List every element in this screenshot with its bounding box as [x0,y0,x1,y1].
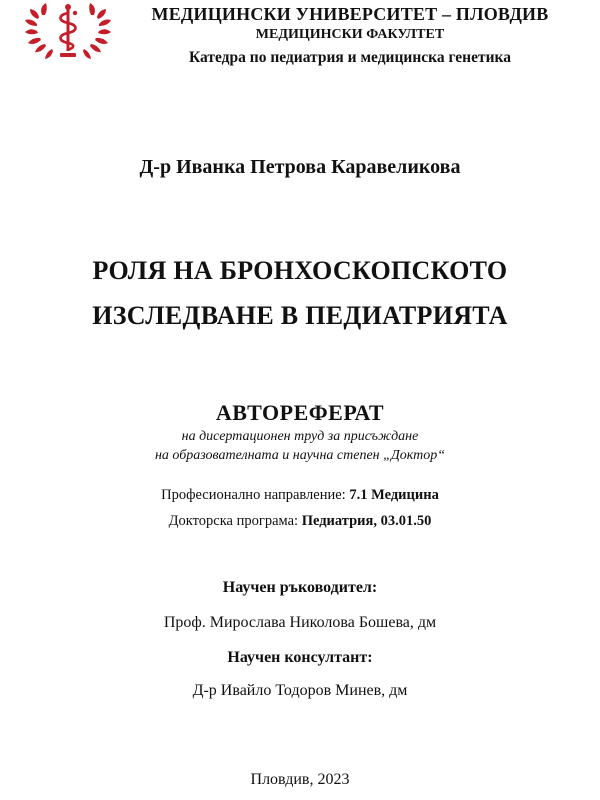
professional-direction [0,488,600,503]
consultant-label: Научен консултант: [227,649,373,666]
thesis-title-line-1: РОЛЯ НА БРОНХОСКОПСКОТО [92,256,508,285]
document-subtitle-line-1: на дисертационен труд за присъждане [181,429,419,444]
professional-direction-label: Професионално направление: [161,487,350,503]
supervisor-name: Проф. Мирослава Николова Бошева, дм [163,614,437,631]
professional-direction-value: 7.1 Медицина [349,487,439,503]
document-subtitle-line-2: на образователната и научна степен „Доктор“ [154,448,446,463]
doctoral-program [0,514,600,529]
faculty-name: МЕДИЦИНСКИ ФАКУЛТЕТ [255,27,445,42]
thesis-title-line-2: ИЗСЛЕДВАНЕ В ПЕДИАТРИЯТА [92,301,508,330]
supervisor-label: Научен ръководител: [222,579,378,596]
department-name: Катедра по педиатрия и медицинска генетика [189,49,511,66]
author-name: Д-р Иванка Петрова Каравеликова [139,156,461,178]
place-and-year: Пловдив, 2023 [250,771,350,788]
university-name: МЕДИЦИНСКИ УНИВЕРСИТЕТ – ПЛОВДИВ [151,4,549,24]
consultant-name: Д-р Ивайло Тодоров Минев, дм [192,682,408,699]
doctoral-program-label: Докторска програма: [168,513,302,529]
document-type: АВТОРЕФЕРАТ [215,400,385,425]
doctoral-program-value: Педиатрия, 03.01.50 [301,513,432,529]
